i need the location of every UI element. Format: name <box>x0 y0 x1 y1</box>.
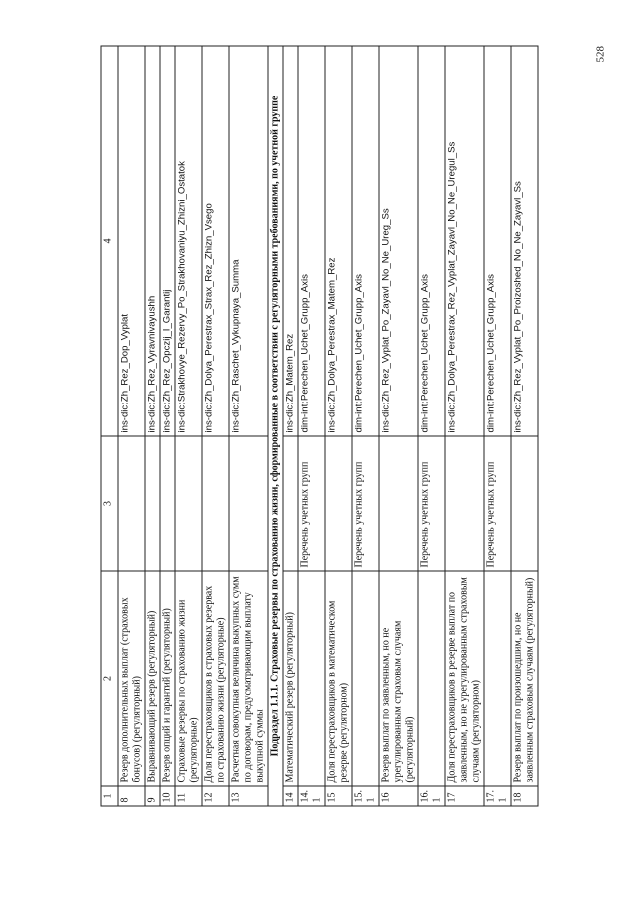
row-code: dim-int:Perechen_Uchet_Grupp_Axis <box>418 46 445 436</box>
table-row <box>118 46 145 806</box>
row-group <box>145 436 160 571</box>
row-number: 17.1 <box>484 786 511 806</box>
row-code: ins-dic:Zh_Rez_Dop_Vyplat <box>118 46 145 436</box>
reserves-table <box>101 46 539 807</box>
row-number: 8 <box>118 786 145 806</box>
header-col-3: 3 <box>101 436 118 571</box>
row-group <box>175 436 202 571</box>
table-row <box>418 46 445 806</box>
row-name <box>418 571 445 786</box>
row-name: Резерв выплат по заявленным, но не урегулированным страховым случаям (регуляторный) <box>379 571 418 786</box>
row-name: Резерв опций и гарантий (регуляторный) <box>160 571 175 786</box>
row-code: ins-dic:Zh_Rez_Vyplat_Po_Proizoshed_No_Ne_Zayavl_Ss <box>511 46 538 436</box>
row-code: ins-dic:Zh_Matem_Rez <box>283 46 298 436</box>
row-code: ins-dic:Zh_Rez_Vyravnivayushh <box>145 46 160 436</box>
row-name <box>484 571 511 786</box>
row-group <box>511 436 538 571</box>
row-name: Страховые резервы по страхованию жизни (регуляторные) <box>175 571 202 786</box>
row-code: ins-dic:Zh_Dolya_Perestrax_Strax_Rez_Zhizn_Vsego <box>202 46 229 436</box>
row-number: 12 <box>202 786 229 806</box>
row-name: Резерв дополнительных выплат (страховых бонусов) (регуляторный) <box>118 571 145 786</box>
row-name: Выравнивающий резерв (регуляторный) <box>145 571 160 786</box>
table-row <box>175 46 202 806</box>
row-number: 11 <box>175 786 202 806</box>
row-name: Доля перестраховщиков в резерве выплат по заявленным, но не урегулированным страховым случаям (регуляторном) <box>445 571 484 786</box>
row-number: 17 <box>445 786 484 806</box>
row-name: Доля перестраховщиков в математическом резерве (регуляторном) <box>325 571 352 786</box>
subsection <box>268 46 283 806</box>
row-number: 10 <box>160 786 175 806</box>
row-name: Резерв выплат по произошедшим, но не заявленным страховым случаям (регуляторный) <box>511 571 538 786</box>
row-number: 9 <box>145 786 160 806</box>
table-row <box>325 46 352 806</box>
row-name <box>352 571 379 786</box>
subsection-title: Подраздел 1.1.1. Страховые резервы по страхованию жизни, сформированные в соответствии с регуляторными требованиями, по учетной группе <box>268 46 283 806</box>
row-number: 16.1 <box>418 786 445 806</box>
row-group <box>379 436 418 571</box>
table-row <box>352 46 379 806</box>
row-group <box>229 436 268 571</box>
table-row <box>445 46 484 806</box>
table-row <box>484 46 511 806</box>
table-row <box>160 46 175 806</box>
row-number: 15.1 <box>352 786 379 806</box>
table-body-part1 <box>118 46 268 806</box>
row-name: Расчетная совокупная величина выкупных сумм по договорам, предусматривающим выплату выкупной суммы <box>229 571 268 786</box>
row-code: ins-dic:Zh_Rez_Vyplat_Po_Zayavl_No_Ne_Ureg_Ss <box>379 46 418 436</box>
row-name: Доля перестраховщиков в страховых резервах по страхованию жизни (регуляторные) <box>202 571 229 786</box>
row-group <box>283 436 298 571</box>
row-group: Перечень учетных групп <box>484 436 511 571</box>
header-col-4: 4 <box>101 46 118 436</box>
row-code: dim-int:Perechen_Uchet_Grupp_Axis <box>484 46 511 436</box>
row-name <box>298 571 325 786</box>
page-number: 528 <box>594 46 607 63</box>
row-group: Перечень учетных групп <box>298 436 325 571</box>
table-row <box>229 46 268 806</box>
table-body-part2 <box>283 46 538 806</box>
row-number: 13 <box>229 786 268 806</box>
row-code: dim-int:Perechen_Uchet_Grupp_Axis <box>352 46 379 436</box>
row-group: Перечень учетных групп <box>352 436 379 571</box>
table-row <box>283 46 298 806</box>
table-row <box>145 46 160 806</box>
row-code: ins-dic:Zh_Raschet_Vykupnaya_Summa <box>229 46 268 436</box>
rotated-content <box>1 0 640 905</box>
row-code: ins-dic:Zh_Dolya_Perestrax_Matem_Rez <box>325 46 352 436</box>
row-code: ins-dic:Strakhovye_Rezervy_Po_Strakhovaniyu_Zhizni_Ostatok <box>175 46 202 436</box>
table-header-row <box>101 46 118 806</box>
row-number: 14.1 <box>298 786 325 806</box>
table-row <box>298 46 325 806</box>
row-group <box>118 436 145 571</box>
row-group <box>325 436 352 571</box>
row-number: 14 <box>283 786 298 806</box>
row-code: ins-dic:Zh_Dolya_Perestrax_Rez_Vyplat_Zayavl_No_Ne_Uregul_Ss <box>445 46 484 436</box>
table-row <box>511 46 538 806</box>
subsection-row <box>268 46 283 806</box>
row-code: ins-dic:Zh_Rez_Opczij_I_Garantij <box>160 46 175 436</box>
row-group <box>160 436 175 571</box>
row-number: 16 <box>379 786 418 806</box>
row-group: Перечень учетных групп <box>418 436 445 571</box>
header-col-2: 2 <box>101 571 118 786</box>
table-row <box>202 46 229 806</box>
row-name: Математический резерв (регуляторный) <box>283 571 298 786</box>
row-number: 15 <box>325 786 352 806</box>
header-col-1: 1 <box>101 786 118 806</box>
row-code: dim-int:Perechen_Uchet_Grupp_Axis <box>298 46 325 436</box>
row-number: 18 <box>511 786 538 806</box>
table-row <box>379 46 418 806</box>
row-group <box>202 436 229 571</box>
row-group <box>445 436 484 571</box>
